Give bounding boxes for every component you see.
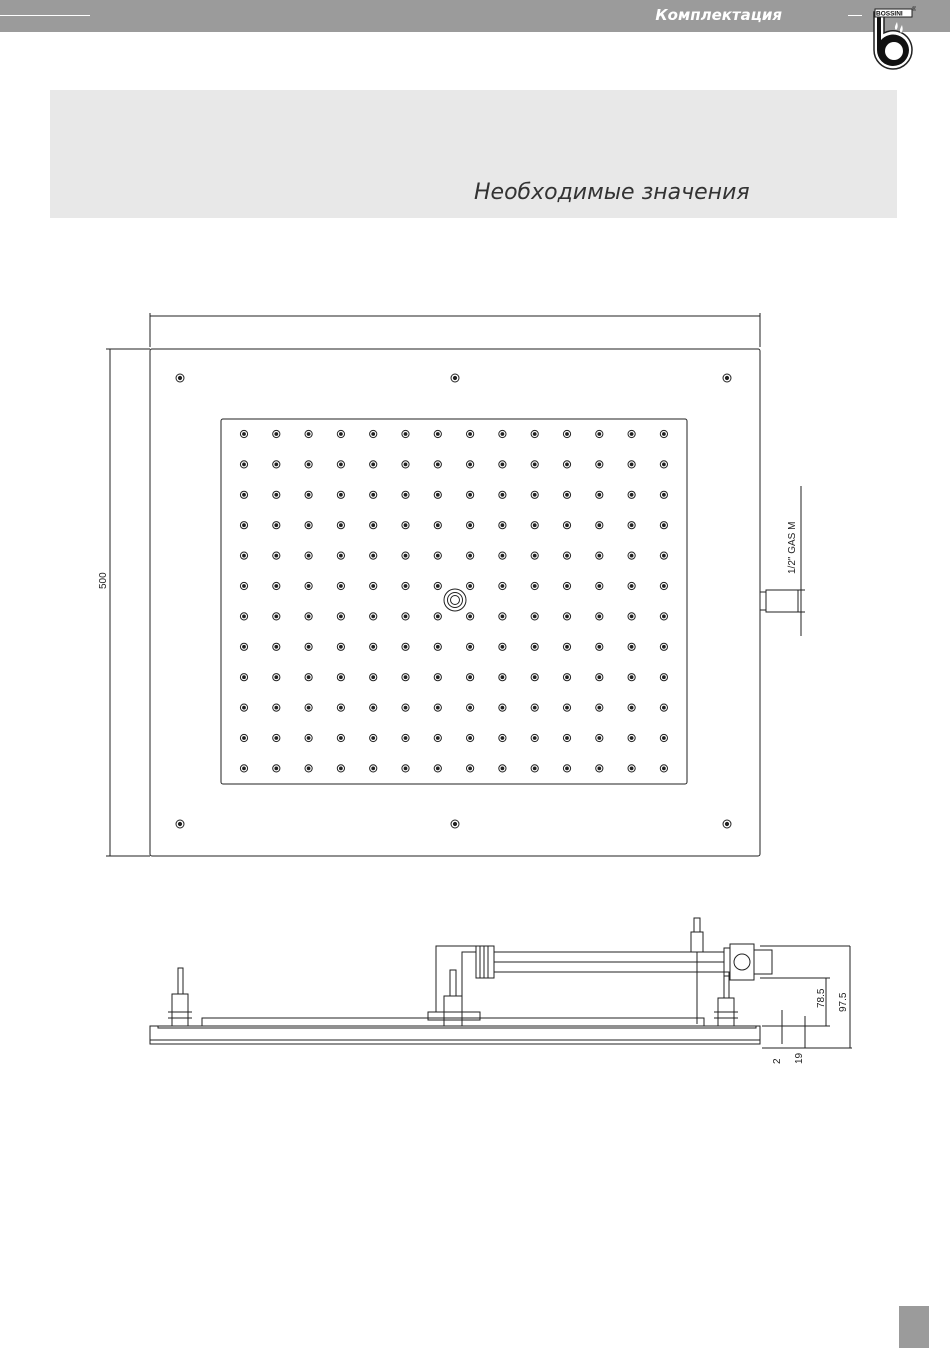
- nozzle-center: [243, 585, 246, 588]
- nozzle-center: [630, 645, 633, 648]
- nozzle-center: [307, 585, 310, 588]
- nozzle-center: [372, 737, 375, 740]
- nozzle-center: [663, 615, 666, 618]
- nozzle-center: [598, 706, 601, 709]
- nozzle-center: [436, 463, 439, 466]
- nozzle-center: [469, 706, 472, 709]
- nozzle-center: [404, 524, 407, 527]
- nozzle-center: [307, 706, 310, 709]
- nozzle-center: [630, 585, 633, 588]
- nozzle-center: [275, 463, 278, 466]
- nozzle-center: [566, 585, 569, 588]
- nozzle-center: [436, 767, 439, 770]
- nozzle-center: [307, 676, 310, 679]
- nozzle-center: [469, 645, 472, 648]
- center-outlet: [444, 589, 466, 611]
- nozzle-center: [566, 524, 569, 527]
- nozzle-center: [340, 645, 343, 648]
- nozzle-center: [340, 767, 343, 770]
- mounting-screws: [176, 374, 731, 828]
- nozzle-center: [307, 767, 310, 770]
- inlet-label: 1/2" GAS M: [787, 521, 798, 574]
- nozzle-center: [469, 767, 472, 770]
- nozzle-center: [566, 615, 569, 618]
- nozzle-center: [566, 493, 569, 496]
- nozzle-center: [340, 706, 343, 709]
- panel-heading: Необходимые значения: [474, 180, 750, 205]
- nozzle-center: [372, 706, 375, 709]
- nozzle-center: [436, 676, 439, 679]
- nozzle-center: [533, 554, 536, 557]
- nozzle-center: [663, 493, 666, 496]
- nozzle-center: [469, 737, 472, 740]
- nozzle-center: [630, 706, 633, 709]
- nozzle-center: [566, 463, 569, 466]
- nozzle-grid: [240, 430, 667, 772]
- nozzle-center: [307, 463, 310, 466]
- nozzle-center: [404, 737, 407, 740]
- nozzle-center: [598, 645, 601, 648]
- nozzle-center: [404, 463, 407, 466]
- height-dimension-label: 500: [98, 572, 109, 589]
- nozzle-center: [404, 645, 407, 648]
- nozzle-center: [436, 433, 439, 436]
- nozzle-center: [340, 463, 343, 466]
- nozzle-center: [598, 554, 601, 557]
- nozzle-center: [469, 585, 472, 588]
- nozzle-center: [307, 554, 310, 557]
- nozzle-center: [663, 706, 666, 709]
- nozzle-center: [275, 615, 278, 618]
- nozzle-center: [307, 524, 310, 527]
- nozzle-center: [501, 676, 504, 679]
- nozzle-center: [598, 463, 601, 466]
- page-tab: [899, 1306, 929, 1348]
- dim-arm-height: 78.5: [816, 988, 827, 1008]
- nozzle-center: [501, 463, 504, 466]
- nozzle-center: [243, 493, 246, 496]
- nozzle-center: [275, 585, 278, 588]
- nozzle-center: [340, 524, 343, 527]
- nozzle-center: [469, 676, 472, 679]
- nozzle-center: [404, 615, 407, 618]
- nozzle-center: [404, 493, 407, 496]
- nozzle-center: [469, 554, 472, 557]
- nozzle-center: [275, 554, 278, 557]
- top-view: [106, 313, 805, 856]
- nozzle-center: [663, 737, 666, 740]
- nozzle-center: [630, 767, 633, 770]
- nozzle-center: [598, 433, 601, 436]
- nozzle-center: [340, 585, 343, 588]
- nozzle-center: [275, 493, 278, 496]
- nozzle-center: [372, 524, 375, 527]
- nozzle-center: [566, 645, 569, 648]
- nozzle-center: [275, 645, 278, 648]
- nozzle-center: [663, 767, 666, 770]
- nozzle-center: [243, 676, 246, 679]
- nozzle-center: [243, 524, 246, 527]
- nozzle-center: [340, 676, 343, 679]
- nozzle-center: [533, 767, 536, 770]
- nozzle-center: [533, 615, 536, 618]
- nozzle-center: [275, 676, 278, 679]
- nozzle-center: [469, 433, 472, 436]
- nozzle-center: [598, 615, 601, 618]
- nozzle-center: [340, 433, 343, 436]
- nozzle-center: [436, 493, 439, 496]
- nozzle-center: [307, 645, 310, 648]
- nozzle-center: [372, 493, 375, 496]
- nozzle-center: [598, 676, 601, 679]
- nozzle-center: [566, 737, 569, 740]
- nozzle-center: [630, 615, 633, 618]
- nozzle-center: [630, 463, 633, 466]
- nozzle-center: [663, 645, 666, 648]
- nozzle-center: [566, 433, 569, 436]
- nozzle-center: [469, 524, 472, 527]
- nozzle-center: [630, 433, 633, 436]
- nozzle-center: [598, 524, 601, 527]
- nozzle-center: [533, 493, 536, 496]
- logo-registered-mark: ®: [912, 7, 916, 13]
- nozzle-center: [501, 645, 504, 648]
- nozzle-center: [663, 433, 666, 436]
- nozzle-center: [566, 706, 569, 709]
- nozzle-center: [372, 767, 375, 770]
- nozzle-center: [275, 767, 278, 770]
- nozzle-center: [243, 554, 246, 557]
- nozzle-center: [566, 767, 569, 770]
- nozzle-center: [404, 706, 407, 709]
- nozzle-center: [307, 737, 310, 740]
- nozzle-center: [372, 463, 375, 466]
- nozzle-center: [275, 524, 278, 527]
- nozzle-center: [372, 585, 375, 588]
- dim-plate: 19: [794, 1052, 805, 1064]
- nozzle-center: [533, 585, 536, 588]
- nozzle-center: [436, 524, 439, 527]
- nozzle-center: [243, 767, 246, 770]
- nozzle-center: [630, 676, 633, 679]
- nozzle-center: [501, 585, 504, 588]
- nozzle-center: [275, 737, 278, 740]
- section-title: Комплектация: [655, 6, 782, 24]
- nozzle-center: [469, 463, 472, 466]
- nozzle-center: [243, 737, 246, 740]
- nozzle-center: [566, 554, 569, 557]
- nozzle-center: [372, 433, 375, 436]
- nozzle-center: [533, 524, 536, 527]
- nozzle-center: [501, 737, 504, 740]
- nozzle-center: [663, 524, 666, 527]
- nozzle-center: [436, 737, 439, 740]
- nozzle-center: [501, 554, 504, 557]
- nozzle-center: [243, 615, 246, 618]
- nozzle-center: [404, 433, 407, 436]
- nozzle-center: [372, 676, 375, 679]
- nozzle-center: [404, 554, 407, 557]
- nozzle-center: [501, 615, 504, 618]
- logo-text: BOSSINI: [876, 10, 903, 18]
- nozzle-center: [436, 615, 439, 618]
- nozzle-center: [243, 463, 246, 466]
- nozzle-center: [436, 645, 439, 648]
- nozzle-center: [663, 676, 666, 679]
- dim-edge: 2: [772, 1058, 783, 1064]
- nozzle-center: [275, 433, 278, 436]
- nozzle-center: [243, 706, 246, 709]
- nozzle-center: [404, 676, 407, 679]
- nozzle-center: [340, 493, 343, 496]
- nozzle-center: [533, 433, 536, 436]
- nozzle-center: [340, 737, 343, 740]
- nozzle-center: [243, 645, 246, 648]
- nozzle-center: [469, 615, 472, 618]
- nozzle-center: [663, 585, 666, 588]
- nozzle-center: [630, 493, 633, 496]
- nozzle-center: [340, 615, 343, 618]
- nozzle-center: [307, 433, 310, 436]
- nozzle-center: [340, 554, 343, 557]
- nozzle-center: [436, 585, 439, 588]
- nozzle-center: [663, 554, 666, 557]
- nozzle-center: [533, 645, 536, 648]
- nozzle-center: [469, 493, 472, 496]
- nozzle-center: [307, 615, 310, 618]
- nozzle-center: [566, 676, 569, 679]
- nozzle-center: [404, 585, 407, 588]
- nozzle-center: [630, 524, 633, 527]
- nozzle-center: [372, 554, 375, 557]
- nozzle-center: [404, 767, 407, 770]
- nozzle-center: [598, 493, 601, 496]
- nozzle-center: [501, 706, 504, 709]
- side-view: [150, 918, 852, 1048]
- nozzle-center: [533, 706, 536, 709]
- nozzle-center: [663, 463, 666, 466]
- nozzle-center: [501, 493, 504, 496]
- nozzle-center: [598, 767, 601, 770]
- nozzle-center: [598, 585, 601, 588]
- nozzle-center: [275, 706, 278, 709]
- nozzle-center: [372, 615, 375, 618]
- nozzle-center: [630, 554, 633, 557]
- nozzle-center: [436, 554, 439, 557]
- nozzle-center: [533, 676, 536, 679]
- nozzle-center: [501, 433, 504, 436]
- nozzle-center: [598, 737, 601, 740]
- nozzle-center: [436, 706, 439, 709]
- nozzle-center: [533, 463, 536, 466]
- dim-total-height: 97.5: [838, 992, 849, 1012]
- nozzle-center: [630, 737, 633, 740]
- nozzle-center: [372, 645, 375, 648]
- nozzle-center: [501, 524, 504, 527]
- nozzle-center: [307, 493, 310, 496]
- nozzle-center: [533, 737, 536, 740]
- nozzle-center: [501, 767, 504, 770]
- inlet-fitting: [760, 486, 805, 636]
- nozzle-center: [243, 433, 246, 436]
